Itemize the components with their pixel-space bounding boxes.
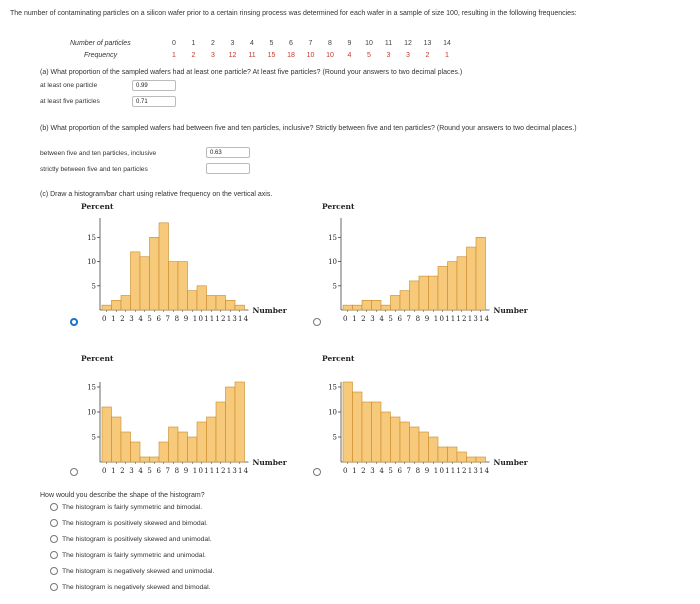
- shape-option-radio[interactable]: [50, 583, 58, 591]
- frequency-cell: 3: [386, 52, 391, 59]
- particle-count-cell: 5: [269, 40, 274, 47]
- particle-count-cell: 1: [191, 40, 196, 47]
- histogram-bar: [381, 412, 391, 462]
- shape-option-radio[interactable]: [50, 535, 58, 543]
- histogram-option-4-radio[interactable]: [313, 468, 321, 476]
- x-axis-title: Number: [252, 458, 287, 467]
- histogram-bar: [169, 427, 179, 462]
- frequency-row-label: Frequency: [84, 52, 118, 59]
- strictly-between-input[interactable]: [206, 163, 250, 174]
- frequency-cell: 12: [228, 52, 237, 59]
- histogram-bar: [216, 295, 226, 310]
- shape-option[interactable]: [50, 583, 210, 591]
- histogram-bar: [467, 247, 477, 310]
- histogram-bar: [150, 237, 160, 310]
- part-b-row2-label: strictly between five and ten particles: [40, 166, 148, 173]
- histogram-option-3: [75, 352, 305, 482]
- histogram-bar: [353, 305, 363, 310]
- frequency-cell: 1: [172, 52, 176, 59]
- histogram-bar: [467, 457, 477, 462]
- histogram-bar: [400, 291, 410, 310]
- histogram-bar: [188, 437, 198, 462]
- histogram-bar: [226, 300, 236, 310]
- particle-count-cell: 2: [211, 40, 215, 47]
- histogram-bar: [457, 257, 467, 310]
- particle-count-cell: 14: [443, 40, 451, 47]
- y-axis-title: Percent: [322, 202, 355, 211]
- part-b-question: (b) What proportion of the sampled wafers had between five and ten particles, inclusive? Strictly between five and ten particles? (Round your answers to two decimal places.): [40, 125, 577, 132]
- y-tick-label: 10: [87, 258, 96, 267]
- shape-option-radio[interactable]: [50, 551, 58, 559]
- histogram-bar: [159, 442, 169, 462]
- histogram-option-3-radio[interactable]: [70, 468, 78, 476]
- histogram-bar: [419, 276, 429, 310]
- histogram-bar: [159, 223, 169, 310]
- frequency-cell: 4: [347, 52, 352, 59]
- particle-count-cell: 8: [328, 40, 332, 47]
- x-axis-title: Number: [493, 306, 528, 315]
- histogram-option-2-radio[interactable]: [313, 318, 321, 326]
- histogram-bar: [197, 286, 207, 310]
- y-tick-label: 10: [87, 408, 96, 417]
- histogram-bar: [169, 262, 179, 310]
- histogram-bar: [400, 422, 410, 462]
- histogram-bar: [353, 392, 363, 462]
- between-inclusive-input[interactable]: 0.63: [206, 147, 250, 158]
- shape-option-radio[interactable]: [50, 567, 58, 575]
- histogram-bar: [438, 447, 448, 462]
- shape-option-radio[interactable]: [50, 519, 58, 527]
- problem-intro: The number of contaminating particles on a silicon wafer prior to a certain rinsing process was determined for each wafer in a sample of size 100, resulting in the following frequencies:: [10, 10, 577, 17]
- part-a-row2-label: at least five particles: [40, 98, 100, 105]
- part-a-question: (a) What proportion of the sampled wafers had at least one particle? At least five particles? (Round your answers to two decimal places.): [40, 69, 463, 76]
- particle-count-cell: 13: [423, 40, 432, 47]
- histogram-bar: [112, 300, 122, 310]
- histogram-bar: [391, 417, 401, 462]
- y-tick-label: 15: [328, 233, 337, 242]
- shape-option[interactable]: [50, 503, 202, 511]
- part-b-row1-label: between five and ten particles, inclusive: [40, 150, 157, 157]
- frequency-cell: 11: [248, 52, 256, 59]
- histogram-bar: [140, 257, 150, 310]
- histogram-bar: [140, 457, 150, 462]
- histogram-bar: [362, 300, 372, 310]
- particle-count-cell: 7: [308, 40, 313, 47]
- histogram-bar: [150, 457, 160, 462]
- frequency-cell: 5: [367, 52, 371, 59]
- frequency-cell: 18: [287, 52, 295, 59]
- histogram-bar: [372, 300, 382, 310]
- frequency-cell: 1: [445, 52, 449, 59]
- shape-option-label: The histogram is positively skewed and unimodal.: [62, 535, 212, 543]
- y-tick-label: 5: [332, 433, 337, 442]
- x-axis-title: Number: [252, 306, 287, 315]
- particle-count-cell: 12: [404, 40, 412, 47]
- histogram-option-2: [316, 200, 546, 330]
- histogram-bar: [207, 295, 217, 310]
- shape-option[interactable]: [50, 551, 206, 559]
- histogram-bar: [391, 295, 401, 310]
- histogram-bar: [178, 432, 188, 462]
- histogram-bar: [112, 417, 122, 462]
- y-tick-label: 10: [328, 408, 337, 417]
- histogram-bar: [476, 457, 486, 462]
- histogram-bar: [131, 252, 141, 310]
- frequency-cell: 2: [191, 52, 196, 59]
- histogram-bar: [381, 305, 391, 310]
- histogram-bar: [343, 305, 353, 310]
- shape-option[interactable]: [50, 535, 212, 543]
- histogram-bar: [235, 382, 245, 462]
- histogram-bar: [457, 452, 467, 462]
- particle-count-cell: 0: [172, 40, 176, 47]
- histogram-bar: [216, 402, 226, 462]
- histogram-bar: [102, 305, 112, 310]
- histogram-bar: [188, 291, 198, 310]
- histogram-bar: [410, 427, 420, 462]
- frequency-cell: 2: [425, 52, 430, 59]
- frequency-table: [70, 40, 450, 62]
- frequency-cell: 10: [326, 52, 334, 59]
- y-tick-label: 5: [332, 282, 337, 291]
- shape-option[interactable]: [50, 519, 208, 527]
- y-axis-title: Percent: [322, 354, 355, 363]
- particle-count-cell: 11: [384, 40, 393, 47]
- histogram-bar: [438, 266, 448, 310]
- shape-question: How would you describe the shape of the histogram?: [40, 492, 205, 499]
- y-tick-label: 15: [328, 383, 337, 392]
- particles-row-label: Number of particles: [70, 40, 131, 47]
- y-tick-label: 10: [328, 258, 337, 267]
- particle-count-cell: 4: [250, 40, 254, 47]
- histogram-bar: [372, 402, 382, 462]
- particle-count-cell: 9: [347, 40, 352, 47]
- histogram-bar: [197, 422, 207, 462]
- x-tick-labels: 0 1 2 3 4 5 6 7 8 9 1011121314: [343, 315, 491, 323]
- histogram-bar: [131, 442, 141, 462]
- histogram-bar: [448, 447, 458, 462]
- shape-option-label: The histogram is fairly symmetric and bimodal.: [62, 503, 203, 511]
- frequency-cell: 3: [406, 52, 410, 59]
- particle-count-cell: 10: [365, 40, 373, 47]
- histogram-bar: [410, 281, 420, 310]
- y-tick-label: 15: [87, 383, 96, 392]
- histogram-bar: [226, 387, 236, 462]
- shape-option-label: The histogram is fairly symmetric and unimodal.: [62, 551, 206, 559]
- histogram-bar: [121, 432, 131, 462]
- shape-option-label: The histogram is negatively skewed and bimodal.: [62, 583, 211, 591]
- frequency-cell: 15: [267, 52, 276, 59]
- histogram-bar: [448, 262, 458, 310]
- x-tick-labels: 0 1 2 3 4 5 6 7 8 9 1011121314: [102, 467, 250, 475]
- histogram-bar: [235, 305, 245, 310]
- at-least-one-input[interactable]: 0.99: [132, 80, 176, 91]
- histogram-option-1-radio[interactable]: [70, 318, 78, 326]
- y-tick-label: 5: [91, 282, 96, 291]
- at-least-five-input[interactable]: 0.71: [132, 96, 176, 107]
- shape-option-radio[interactable]: [50, 503, 58, 511]
- y-axis-title: Percent: [81, 202, 114, 211]
- particle-count-cell: 6: [289, 40, 293, 47]
- y-axis-title: Percent: [81, 354, 114, 363]
- histogram-bar: [362, 402, 372, 462]
- histogram-bar: [343, 382, 353, 462]
- y-tick-label: 15: [87, 233, 96, 242]
- x-axis-title: Number: [493, 458, 528, 467]
- particle-count-cell: 3: [230, 40, 235, 47]
- y-tick-label: 5: [91, 433, 96, 442]
- x-tick-labels: 0 1 2 3 4 5 6 7 8 9 1011121314: [102, 315, 250, 323]
- part-c-question: (c) Draw a histogram/bar chart using relative frequency on the vertical axis.: [40, 191, 273, 198]
- histogram-bar: [178, 262, 188, 310]
- part-a-row1-label: at least one particle: [40, 82, 98, 89]
- histogram-bar: [429, 276, 439, 310]
- histogram-option-4: [316, 352, 546, 482]
- histogram-option-1: [75, 200, 305, 330]
- histogram-bar: [102, 407, 112, 462]
- shape-option[interactable]: [50, 567, 214, 575]
- histogram-bar: [476, 237, 486, 310]
- frequency-cell: 3: [211, 52, 215, 59]
- histogram-bar: [207, 417, 217, 462]
- histogram-bar: [429, 437, 439, 462]
- x-tick-labels: 0 1 2 3 4 5 6 7 8 9 1011121314: [343, 467, 491, 475]
- histogram-bar: [121, 295, 131, 310]
- histogram-bar: [419, 432, 429, 462]
- frequency-cell: 10: [306, 52, 315, 59]
- shape-option-label: The histogram is negatively skewed and unimodal.: [62, 567, 215, 575]
- shape-option-label: The histogram is positively skewed and bimodal.: [62, 519, 208, 527]
